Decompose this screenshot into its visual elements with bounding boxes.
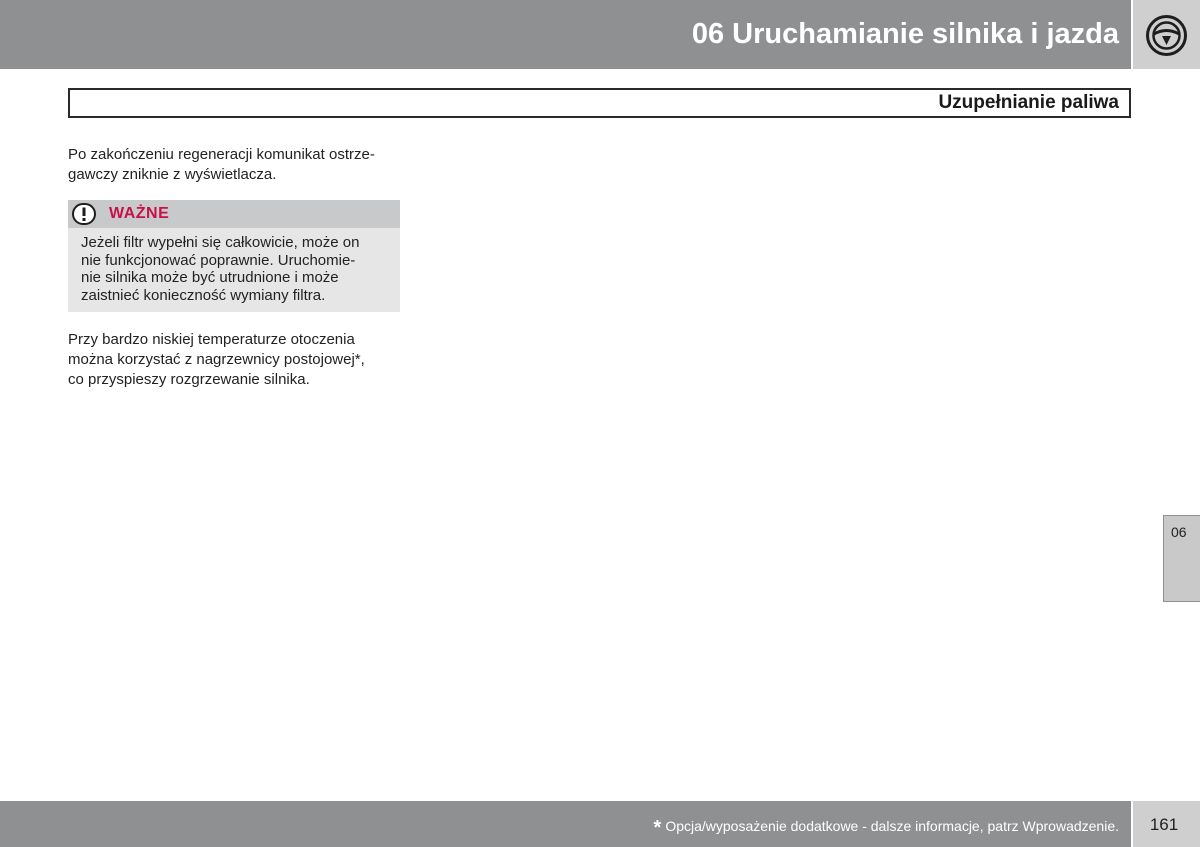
section-title: Uzupełnianie paliwa bbox=[938, 92, 1119, 113]
text-line: można korzystać z nagrzewnicy postojowej*, bbox=[68, 351, 365, 368]
page-number-box bbox=[1133, 801, 1200, 847]
text-line: co przyspieszy rozgrzewanie silnika. bbox=[68, 371, 310, 388]
footer-note bbox=[654, 817, 1119, 840]
footnote-star: * bbox=[653, 817, 662, 839]
chapter-icon-box bbox=[1133, 0, 1200, 69]
paragraph-regeneration bbox=[68, 145, 408, 185]
warning-text bbox=[81, 234, 359, 304]
section-header bbox=[68, 88, 1131, 118]
footnote-text: Opcja/wyposażenie dodatkowe - dalsze informacje, patrz Wprowadzenie. bbox=[665, 818, 1119, 834]
steering-wheel-icon bbox=[1145, 14, 1188, 57]
page-number: 161 bbox=[1149, 815, 1179, 834]
text-line: Po zakończeniu regeneracji komunikat ostrze- bbox=[68, 146, 375, 163]
exclamation-icon bbox=[72, 203, 96, 225]
chapter-header bbox=[0, 0, 1131, 69]
side-tab-label: 06 bbox=[1171, 524, 1187, 540]
chapter-title: 06 Uruchamianie silnika i jazda bbox=[691, 18, 1119, 50]
warning-title: WAŻNE bbox=[109, 205, 170, 222]
text-line: gawczy zniknie z wyświetlacza. bbox=[68, 166, 277, 183]
warning-body bbox=[68, 228, 400, 312]
paragraph-heater bbox=[68, 330, 408, 390]
text-line: Jeżeli filtr wypełni się całkowicie, może on bbox=[81, 234, 360, 251]
footer-bar bbox=[0, 801, 1131, 847]
text-line: nie silnika może być utrudnione i może bbox=[81, 269, 339, 286]
text-line: nie funkcjonować poprawnie. Uruchomie- bbox=[81, 251, 356, 269]
warning-header bbox=[68, 200, 400, 228]
text-line: Przy bardzo niskiej temperaturze otoczenia bbox=[68, 331, 355, 348]
chapter-side-tab bbox=[1163, 515, 1200, 602]
text-line: zaistnieć konieczność wymiany filtra. bbox=[81, 286, 326, 304]
